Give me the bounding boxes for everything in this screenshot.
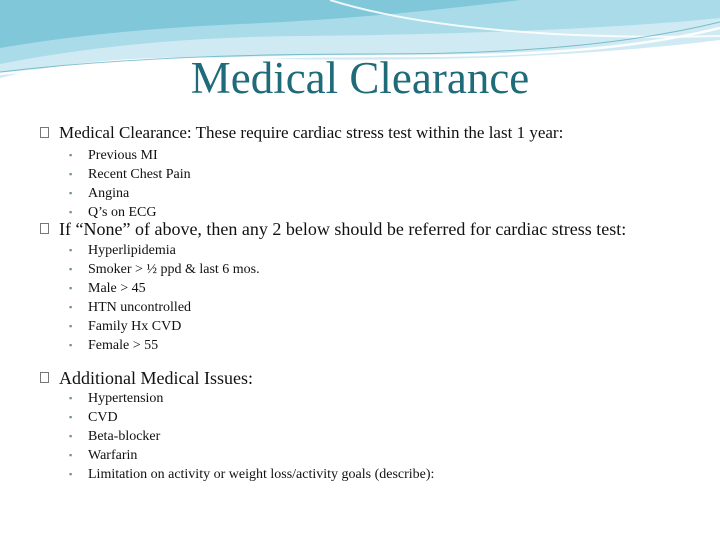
- checkbox-icon: [40, 223, 49, 234]
- list-item: [40, 184, 690, 203]
- bullet-icon: ▪: [69, 469, 73, 479]
- bullet-icon: ▪: [69, 321, 73, 331]
- checkbox-icon: [40, 127, 49, 138]
- list-item: [40, 317, 690, 336]
- list-item-text: Warfarin: [88, 448, 138, 463]
- bullet-icon: ▪: [69, 302, 73, 312]
- section-heading: [40, 123, 690, 142]
- section-heading-text: Additional Medical Issues:: [59, 368, 253, 388]
- list-item: [40, 241, 690, 260]
- list-item-text: Male > 45: [88, 281, 146, 296]
- section-referral: [40, 219, 690, 355]
- list-item-text: Hypertension: [88, 391, 164, 406]
- section-clearance: [40, 123, 690, 222]
- bullet-icon: ▪: [69, 150, 73, 160]
- list-item: [40, 408, 690, 427]
- list-item-text: Angina: [88, 186, 130, 201]
- list-item-text: Beta-blocker: [88, 429, 161, 444]
- list-item-text: Limitation on activity or weight loss/activity goals (describe):: [88, 467, 435, 482]
- section-heading-text: If “None” of above, then any 2 below should be referred for cardiac stress test:: [59, 219, 627, 239]
- list-item-text: Previous MI: [88, 148, 158, 163]
- bullet-icon: ▪: [69, 393, 73, 403]
- list-item-text: Hyperlipidemia: [88, 243, 176, 258]
- list-item: [40, 336, 690, 355]
- bullet-icon: ▪: [69, 245, 73, 255]
- list-item: [40, 146, 690, 165]
- checkbox-icon: [40, 372, 49, 383]
- bullet-icon: ▪: [69, 450, 73, 460]
- list-item-text: HTN uncontrolled: [88, 300, 192, 315]
- bullet-icon: ▪: [69, 188, 73, 198]
- sub-list: [40, 389, 690, 484]
- list-item: [40, 446, 690, 465]
- list-item-text: Female > 55: [88, 338, 159, 353]
- list-item: [40, 427, 690, 446]
- list-item-text: Recent Chest Pain: [88, 167, 191, 182]
- section-additional: [40, 368, 690, 484]
- bullet-icon: ▪: [69, 431, 73, 441]
- sub-list: [40, 241, 690, 355]
- list-item-text: Family Hx CVD: [88, 319, 182, 334]
- section-heading: [40, 219, 690, 239]
- list-item-text: CVD: [88, 410, 118, 425]
- list-item: [40, 165, 690, 184]
- list-item: [40, 279, 690, 298]
- list-item: [40, 298, 690, 317]
- section-heading-text: Medical Clearance: These require cardiac stress test within the last 1 year:: [59, 123, 564, 142]
- bullet-icon: ▪: [69, 264, 73, 274]
- bullet-icon: ▪: [69, 169, 73, 179]
- list-item: [40, 389, 690, 408]
- bullet-icon: ▪: [69, 412, 73, 422]
- section-heading: [40, 368, 690, 388]
- bullet-icon: ▪: [69, 340, 73, 350]
- list-item-text: Smoker > ½ ppd & last 6 mos.: [88, 262, 260, 277]
- sub-list: [40, 146, 690, 222]
- bullet-icon: ▪: [69, 283, 73, 293]
- list-item: [40, 465, 690, 484]
- bullet-icon: ▪: [69, 207, 73, 217]
- slide-title: Medical Clearance: [190, 53, 530, 103]
- list-item: [40, 260, 690, 279]
- list-item-text: Q’s on ECG: [88, 205, 157, 220]
